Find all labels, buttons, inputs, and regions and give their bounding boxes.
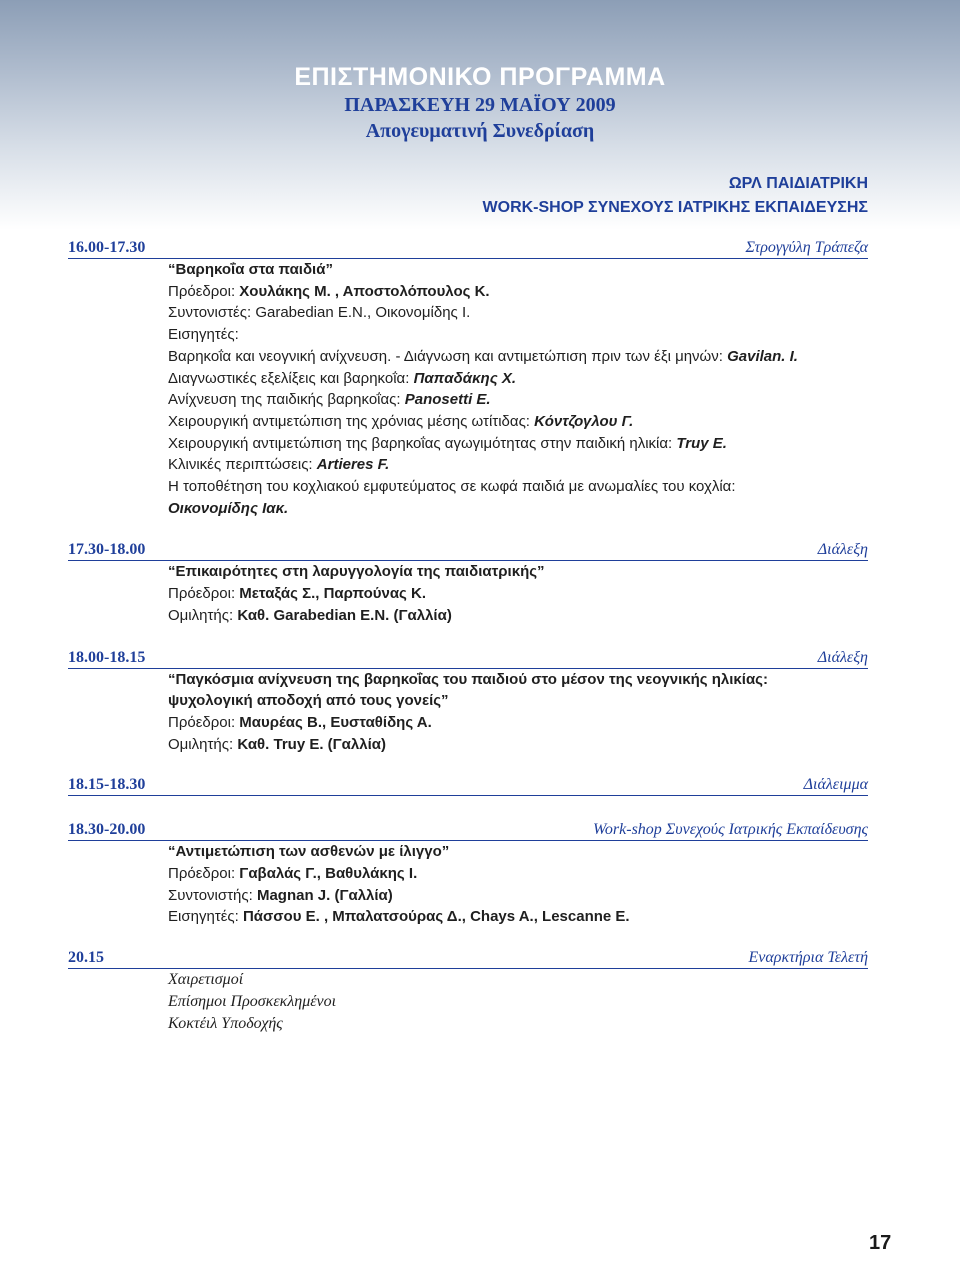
- session-header: [68, 948, 868, 969]
- chairs-label: Πρόεδροι:: [168, 865, 240, 883]
- session-header: [68, 540, 868, 561]
- page-header: [0, 62, 960, 144]
- session-type: Διάλεξη: [817, 648, 868, 666]
- session-speaker: [168, 734, 868, 756]
- talk-speaker: Παπαδάκης Χ.: [413, 369, 517, 387]
- ceremony-item: Επίσημοι Προσκεκλημένοι: [168, 992, 337, 1010]
- talk-topic: Κλινικές περιπτώσεις:: [168, 456, 317, 474]
- coordinators-label: Συντονιστές:: [168, 304, 256, 322]
- talk-topic: Χειρουργική αντιμετώπιση της χρόνιας μέσης ωτίτιδας:: [168, 412, 535, 430]
- speakers-names: Πάσσου Ε. , Μπαλατσούρας Δ., Chays A., Lescanne E.: [242, 908, 630, 926]
- talk-speaker: Artieres F.: [316, 456, 390, 474]
- talk-speaker: Οικονομίδης Ιακ.: [168, 499, 289, 517]
- coordinators-names: Garabedian E.N., Οικονομίδης Ι.: [255, 304, 471, 322]
- session-title-line-2: ψυχολογική αποδοχή από τους γονείς”: [168, 692, 449, 710]
- organizer-line-1: ΩΡΛ ΠΑΙΔΙΑΤΡΙΚΗ: [728, 175, 868, 192]
- session-header: [68, 648, 868, 669]
- organizer-block: [483, 172, 868, 220]
- talk-topic: Η τοποθέτηση του κοχλιακού εμφυτεύματος σε κωφά παιδιά με ανωμαλίες του κοχλία:: [168, 478, 736, 496]
- session-round-table: [68, 238, 868, 519]
- talk-speaker: Panosetti E.: [404, 391, 491, 409]
- session-title: “Βαρηκοΐα στα παιδιά”: [168, 261, 333, 278]
- speaker-name: Καθ. Truy E. (Γαλλία): [237, 735, 386, 753]
- coordinator-label: Συντονιστής:: [168, 886, 257, 904]
- talk-speaker: Gavilan. I.: [727, 347, 798, 365]
- ceremony-item: Κοκτέιλ Υποδοχής: [168, 1014, 283, 1032]
- session-lecture-1: [68, 540, 868, 626]
- talk-item: [168, 346, 868, 368]
- talk-speaker: Truy E.: [676, 434, 727, 452]
- talk-item: [168, 433, 868, 455]
- talk-item: [168, 389, 868, 411]
- talk-item: [168, 476, 868, 519]
- session-name: Απογευματινή Συνεδρίαση: [365, 120, 595, 142]
- chairs-names: Χουλάκης Μ. , Αποστολόπουλος Κ.: [239, 282, 490, 300]
- program-content: [68, 238, 868, 1034]
- speaker-label: Ομιλητής:: [168, 735, 238, 753]
- session-chairs: [168, 281, 868, 303]
- session-type: Work-shop Συνεχούς Ιατρικής Εκπαίδευσης: [593, 821, 868, 839]
- session-type: Διάλειμμα: [803, 776, 868, 794]
- session-chairs: [168, 712, 868, 734]
- chairs-label: Πρόεδροι:: [168, 282, 240, 300]
- ceremony-item: Χαιρετισμοί: [168, 971, 244, 989]
- session-type: Εναρκτήρια Τελετή: [748, 949, 868, 967]
- talk-item: [168, 411, 868, 433]
- session-header: [68, 238, 868, 259]
- session-title: “Αντιμετώπιση των ασθενών με ίλιγγο”: [168, 843, 450, 861]
- session-break: [68, 775, 868, 796]
- talk-topic: Διαγνωστικές εξελίξεις και βαρηκοΐα:: [168, 369, 414, 387]
- session-time: 20.15: [68, 949, 104, 967]
- chairs-label: Πρόεδροι:: [168, 585, 240, 603]
- session-header: [68, 820, 868, 841]
- session-time: 18.00-18.15: [68, 648, 146, 666]
- session-time: 18.15-18.30: [68, 776, 146, 794]
- talk-speaker: Κόντζογλου Γ.: [534, 412, 634, 430]
- session-type: Στρογγύλη Τράπεζα: [745, 239, 868, 256]
- speakers-label: Εισηγητές:: [168, 908, 243, 926]
- session-title: “Επικαιρότητες στη λαρυγγολογία της παιδιατρικής”: [168, 563, 545, 581]
- chairs-label: Πρόεδροι:: [168, 713, 240, 731]
- talk-item: [168, 368, 868, 390]
- chairs-names: Μαυρέας Β., Ευσταθίδης Α.: [239, 713, 432, 731]
- session-opening-ceremony: [68, 948, 868, 1034]
- session-chairs: [168, 583, 868, 605]
- session-type: Διάλεξη: [817, 541, 868, 559]
- program-date: ΠΑΡΑΣΚΕΥΗ 29 ΜΑΪΟΥ 2009: [344, 94, 616, 116]
- page-number: 17: [869, 1232, 892, 1254]
- chairs-names: Μεταξάς Σ., Παρπούνας Κ.: [239, 585, 427, 603]
- talk-item: [168, 454, 868, 476]
- chairs-names: Γαβαλάς Γ., Βαθυλάκης Ι.: [239, 865, 418, 883]
- session-chairs: [168, 863, 868, 885]
- session-time: 18.30-20.00: [68, 821, 146, 839]
- talk-topic: Χειρουργική αντιμετώπιση της βαρηκοΐας αγωγιμότητας στην παιδική ηλικία:: [168, 434, 677, 452]
- session-speaker: [168, 605, 868, 627]
- session-time: 16.00-17.30: [68, 239, 146, 256]
- coordinator-name: Magnan J. (Γαλλία): [256, 886, 393, 904]
- session-coordinators: [168, 302, 868, 324]
- session-header: [68, 775, 868, 796]
- session-time: 17.30-18.00: [68, 541, 146, 559]
- session-coordinator: [168, 885, 868, 907]
- speakers-label: Εισηγητές:: [168, 326, 239, 344]
- session-speakers: [168, 906, 868, 928]
- organizer-line-2: WORK-SHOP ΣΥΝΕΧΟΥΣ ΙΑΤΡΙΚΗΣ ΕΚΠΑΙΔΕΥΣΗΣ: [482, 199, 868, 216]
- session-lecture-2: [68, 648, 868, 756]
- speaker-name: Καθ. Garabedian E.N. (Γαλλία): [237, 606, 452, 624]
- talk-topic: Βαρηκοΐα και νεογνική ανίχνευση. - Διάγνωση και αντιμετώπιση πριν των έξι μηνών:: [168, 347, 728, 365]
- session-title-line-1: “Παγκόσμια ανίχνευση της βαρηκοΐας του παιδιού στο μέσον της νεογνικής ηλικίας:: [168, 670, 768, 688]
- session-workshop: [68, 820, 868, 928]
- speaker-label: Ομιλητής:: [168, 606, 238, 624]
- talk-topic: Ανίχνευση της παιδικής βαρηκοΐας:: [168, 391, 405, 409]
- page-title: ΕΠΙΣΤΗΜΟΝΙΚΟ ΠΡΟΓΡΑΜΜΑ: [294, 63, 666, 91]
